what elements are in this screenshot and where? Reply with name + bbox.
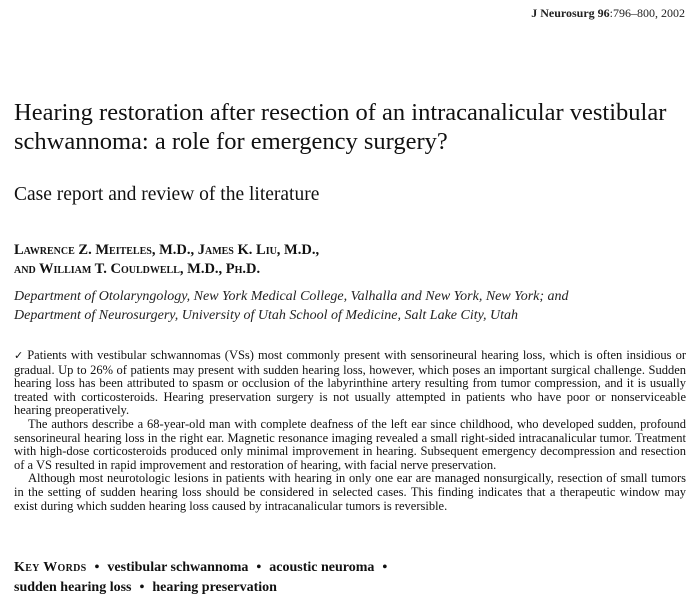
- abstract-paragraph: ✓ Patients with vestibular schwannomas (VSs) most commonly present with sensorineural hearing loss, which is often insidious or gradual. Up to 26% of patients may present with sudden hearing loss, however, which poses an important surgical challenge. Sudden hearing loss has been attributed to spasm or occlusion of the labyrinthine artery resulting from tumor compression, and it is usually treated with corticosteroids. Hearing preservation surgery is not usually attempted in patients who have poor or nonserviceable hearing preoperatively.: [14, 348, 686, 418]
- abstract-paragraph: Although most neurotologic lesions in patients with hearing in only one ear are managed nonsurgically, resection of small tumors in the setting of sudden hearing loss should be considered in selected cases. This finding indicates that a therapeutic window may exist during which sudden hearing loss caused by intracanalicular tumors is reversible.: [14, 471, 686, 513]
- keyword: vestibular schwannoma: [107, 560, 249, 575]
- keywords-line: [14, 558, 684, 578]
- bullet-icon: •: [94, 560, 100, 575]
- journal-pages-year: :796–800, 2002: [609, 6, 685, 20]
- check-mark-icon: ✓: [14, 350, 25, 362]
- affiliation-line: Department of Neurosurgery, University of Utah School of Medicine, Salt Lake City, Utah: [14, 308, 519, 323]
- article-subtitle: Case report and review of the literature: [14, 184, 320, 205]
- keywords-line: [14, 578, 684, 598]
- abstract-paragraph: The authors describe a 68-year-old man with complete deafness of the left ear since childhood, who developed sudden, profound sensorineural hearing loss in the right ear. Magnetic resonance imaging revealed a small right-sided intracanalicular tumor. Treatment with high-dose corticosteroids produced only minimal improvement in hearing. Subsequent emergency decompression and resection of a VS resulted in rapid improvement and restoration of hearing, with facial nerve preservation.: [14, 416, 686, 472]
- abstract: [14, 349, 686, 513]
- journal-name-volume: J Neurosurg 96: [531, 6, 610, 20]
- author-line: Lawrence Z. Meiteles, M.D., James K. Liu, M.D.,: [14, 242, 320, 258]
- affiliation-line: Department of Otolaryngology, New York Medical College, Valhalla and New York, New York; and: [14, 289, 569, 304]
- keywords-block: [14, 558, 684, 598]
- author-list: [14, 241, 684, 279]
- keyword: hearing preservation: [152, 580, 277, 595]
- keyword: sudden hearing loss: [14, 580, 132, 595]
- bullet-icon: •: [139, 580, 145, 595]
- bullet-icon: •: [382, 560, 388, 575]
- bullet-icon: •: [256, 560, 262, 575]
- keywords-label: Key Words: [14, 560, 87, 575]
- keyword: acoustic neuroma: [269, 560, 375, 575]
- affiliation-block: [14, 287, 684, 325]
- author-line: and William T. Couldwell, M.D., Ph.D.: [14, 261, 261, 277]
- journal-citation: [531, 6, 685, 21]
- article-title: Hearing restoration after resection of an intracanalicular vestibular schwannoma: a role for emergency surgery?: [14, 99, 667, 155]
